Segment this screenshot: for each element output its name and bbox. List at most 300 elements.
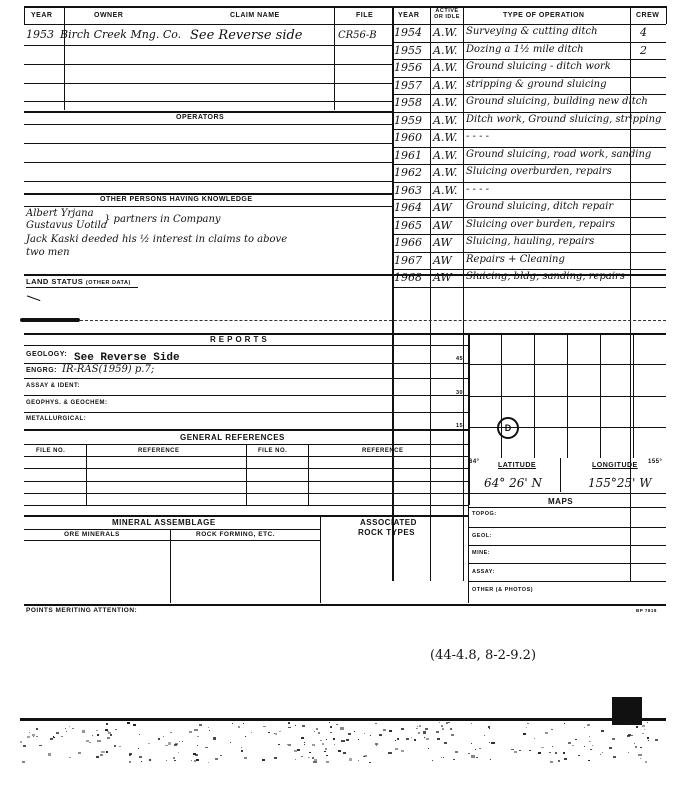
scan-speck	[609, 747, 612, 749]
operation-year: 1955	[394, 43, 422, 57]
scan-speck	[241, 747, 242, 748]
scan-speck	[166, 760, 168, 761]
scan-speck	[148, 743, 150, 744]
scan-speck	[312, 744, 315, 746]
scan-speck	[78, 752, 81, 754]
operation-status: AW	[433, 218, 452, 232]
scan-speck	[545, 732, 548, 734]
scan-speck	[442, 728, 445, 730]
scan-speck	[411, 737, 412, 738]
scan-speck	[550, 761, 553, 763]
scan-speck	[376, 745, 377, 746]
operation-status: A.W.	[433, 61, 458, 74]
scan-speck	[558, 760, 560, 761]
scan-speck	[348, 733, 351, 735]
scan-speck	[194, 729, 197, 731]
scan-speck	[294, 750, 297, 752]
scan-speck	[363, 756, 365, 757]
scan-speck	[213, 737, 216, 739]
scan-speck	[379, 734, 382, 736]
owner-file: CR56-B	[338, 30, 377, 41]
geology-value: See Reverse Side	[74, 352, 180, 364]
form-number: BP 7818	[636, 608, 657, 613]
scan-speck	[304, 744, 305, 745]
scan-speck	[287, 744, 289, 745]
scan-speck	[551, 729, 553, 730]
scan-speck	[636, 726, 638, 728]
operation-type: Surveying & cutting ditch	[466, 26, 598, 37]
land-status-title: LAND STATUS	[26, 277, 84, 286]
scan-speck	[439, 722, 440, 723]
scan-speck	[538, 752, 541, 754]
lat-corner: 64°	[469, 459, 480, 465]
latitude-value: 64° 26' N	[484, 476, 542, 490]
scan-speck	[645, 761, 647, 762]
scan-speck	[519, 750, 521, 751]
scan-speck	[295, 759, 296, 760]
scan-speck	[443, 757, 445, 758]
scan-speck	[314, 759, 317, 761]
associated-label: ASSOCIATED	[360, 518, 417, 527]
scan-speck	[613, 756, 616, 758]
scale-45: 45	[456, 356, 464, 362]
scan-speck	[141, 761, 143, 762]
other-person-2: Gustavus Uotila	[26, 220, 107, 231]
scan-speck	[401, 750, 403, 752]
scan-speck	[127, 722, 130, 724]
scan-speck	[471, 743, 472, 744]
scan-speck	[309, 752, 311, 753]
land-status-subtitle: (OTHER DATA)	[85, 280, 131, 286]
operation-year: 1966	[394, 236, 422, 249]
operation-year: 1965	[394, 218, 422, 232]
col-active-idle-header: ACTIVE OR IDLE	[434, 8, 460, 20]
scan-speck	[655, 739, 658, 741]
scan-speck	[66, 731, 67, 732]
scan-speck	[417, 726, 418, 727]
operation-status: A.W.	[433, 148, 458, 162]
engrg-value: IR-RAS(1959) p.7;	[62, 364, 155, 375]
scan-speck	[115, 729, 117, 730]
other-person-3: Jack Kaski deeded his ½ interest in claims to above	[26, 234, 288, 245]
operation-type: - - - -	[466, 183, 490, 195]
ref-file-no2-header: FILE NO.	[258, 448, 288, 454]
operation-year: 1959	[394, 113, 422, 127]
scan-speck	[343, 752, 345, 754]
operation-year: 1958	[394, 96, 422, 109]
bottom-rule	[20, 718, 666, 721]
operation-status: A.W.	[433, 113, 458, 127]
scan-speck	[644, 729, 645, 730]
maps-title: MAPS	[548, 497, 574, 506]
ref-file-no-header: FILE NO.	[36, 448, 66, 454]
scan-speck	[96, 730, 98, 731]
operation-status: AW	[433, 253, 452, 267]
operation-type: Sluicing, bldg, sanding, repairs	[466, 271, 625, 282]
scan-speck	[158, 738, 161, 740]
scan-speck	[251, 732, 253, 733]
mineral-assemblage-title: MINERAL ASSEMBLAGE	[112, 518, 216, 527]
scan-speck	[436, 731, 439, 733]
scan-speck	[322, 743, 325, 745]
scan-speck	[640, 747, 642, 749]
scan-speck	[107, 737, 110, 739]
scan-speck	[601, 730, 604, 732]
scan-speck	[489, 728, 490, 729]
scan-speck	[395, 740, 396, 741]
operation-crew: 4	[640, 26, 647, 39]
land-status-label	[26, 277, 131, 286]
claim-name: See Reverse side	[190, 28, 303, 43]
scan-speck	[354, 731, 355, 732]
scan-speck	[205, 747, 207, 749]
scan-speck	[336, 724, 338, 725]
scan-speck	[326, 755, 328, 757]
scan-speck	[534, 738, 535, 739]
scan-speck	[243, 723, 245, 724]
general-references-title: GENERAL REFERENCES	[180, 433, 285, 442]
scan-speck	[628, 722, 630, 723]
scan-speck	[139, 734, 140, 735]
scan-speck	[314, 731, 316, 732]
maps-geol: GEOL:	[472, 533, 492, 539]
longitude-value: 155°25' W	[588, 476, 652, 490]
maps-other: OTHER (& PHOTOS)	[472, 587, 534, 593]
scan-speck	[197, 736, 199, 737]
scan-speck	[168, 742, 171, 744]
scan-speck	[50, 738, 53, 740]
points-meriting-label: POINTS MERITING ATTENTION:	[26, 607, 138, 614]
scan-speck	[189, 731, 192, 733]
scan-speck	[165, 745, 168, 747]
owner-year: 1953	[26, 28, 54, 41]
scan-speck	[194, 760, 196, 761]
ref-reference-header: REFERENCE	[138, 448, 180, 454]
operation-year: 1954	[394, 26, 422, 39]
scan-speck	[288, 727, 290, 729]
scan-speck	[320, 740, 322, 741]
operation-year: 1968	[394, 271, 422, 284]
scan-speck	[288, 722, 290, 724]
scan-speck	[268, 732, 270, 733]
scan-speck	[262, 759, 265, 761]
scan-speck	[220, 755, 222, 757]
scan-speck	[86, 740, 89, 742]
operation-type: Ground sluicing, ditch repair	[466, 201, 614, 212]
operation-year: 1967	[394, 253, 422, 267]
col-owner-header: OWNER	[94, 12, 124, 19]
scan-speck	[195, 754, 198, 756]
scan-speck	[20, 741, 22, 743]
scan-speck	[69, 726, 70, 727]
ref-reference2-header: REFERENCE	[362, 448, 404, 454]
scan-speck	[648, 740, 649, 741]
scan-speck	[358, 739, 359, 740]
scan-speck	[453, 759, 454, 760]
scan-speck	[588, 760, 590, 761]
scan-speck	[455, 751, 458, 753]
scan-speck	[245, 736, 246, 737]
scan-speck	[479, 748, 481, 749]
scan-speck	[313, 761, 316, 763]
scan-speck	[446, 722, 448, 724]
longitude-label: LONGITUDE	[592, 462, 638, 469]
scan-speck	[383, 729, 386, 731]
scan-speck	[578, 755, 580, 756]
scan-speck	[428, 748, 429, 749]
scan-speck	[589, 736, 591, 737]
scan-speck	[552, 746, 553, 747]
scan-speck	[647, 737, 650, 739]
scan-speck	[589, 741, 591, 742]
operation-type: Ground sluicing, road work, sanding	[466, 148, 652, 160]
scan-speck	[208, 727, 209, 728]
rock-types-label: ROCK TYPES	[358, 528, 416, 537]
scan-speck	[401, 728, 404, 730]
scan-speck	[364, 733, 366, 734]
scan-speck	[635, 746, 637, 747]
scan-speck	[612, 738, 615, 740]
assay-label: ASSAY & IDENT:	[26, 383, 81, 389]
scan-speck	[114, 745, 116, 747]
operation-status: AW	[433, 201, 452, 214]
rock-forming-header: ROCK FORMING, ETC.	[196, 531, 276, 538]
grid-line	[468, 364, 666, 365]
scan-speck	[97, 734, 99, 735]
scan-speck	[638, 754, 641, 756]
scan-speck	[468, 753, 470, 755]
scan-speck	[563, 752, 565, 754]
scan-speck	[333, 738, 335, 740]
scan-speck	[318, 732, 321, 734]
geology-label: GEOLOGY:	[26, 351, 68, 358]
scan-speck	[549, 752, 551, 754]
scan-speck	[511, 749, 513, 751]
scan-speck	[526, 727, 527, 728]
scan-speck	[139, 756, 141, 758]
scan-speck	[69, 757, 70, 758]
scan-speck	[326, 761, 329, 763]
scan-speck	[340, 727, 343, 729]
scan-speck	[346, 739, 349, 741]
scan-speck	[358, 760, 359, 761]
scan-speck	[441, 725, 443, 727]
scan-speck	[101, 751, 104, 753]
operation-year: 1964	[394, 201, 422, 214]
operation-type: Sluicing over burden, repairs	[466, 218, 615, 230]
scan-speck	[138, 748, 140, 749]
operation-type: stripping & ground sluicing	[466, 78, 607, 90]
scan-speck	[527, 723, 529, 725]
scan-speck	[448, 722, 450, 723]
scan-speck	[53, 736, 55, 737]
scan-speck	[441, 757, 443, 758]
scan-speck	[182, 741, 183, 742]
operation-status: A.W.	[433, 96, 458, 109]
scan-speck	[106, 751, 108, 753]
scan-speck	[215, 758, 217, 760]
scan-speck	[490, 759, 491, 760]
scan-speck	[529, 750, 530, 751]
scan-speck	[241, 750, 243, 752]
scan-speck	[349, 758, 352, 760]
col-claim-name-header: CLAIM NAME	[230, 12, 280, 19]
scan-speck	[56, 732, 58, 734]
scan-speck	[97, 740, 100, 742]
scan-speck	[29, 732, 30, 733]
scan-speck	[423, 731, 426, 733]
scan-speck	[375, 743, 378, 745]
grid-line	[468, 396, 666, 397]
scan-speck	[575, 739, 577, 740]
geophys-label: GEOPHYS. & GEOCHEM:	[26, 400, 108, 406]
scan-speck	[278, 744, 280, 745]
scan-speck	[174, 744, 177, 746]
scan-speck	[27, 736, 30, 738]
scan-speck	[432, 760, 433, 761]
operation-status: AW	[433, 236, 452, 249]
scan-speck	[36, 728, 39, 730]
scan-speck	[572, 745, 574, 746]
owner-name: Birch Creek Mng. Co.	[60, 28, 182, 41]
scan-speck	[541, 747, 543, 749]
scan-speck	[36, 736, 38, 738]
operation-status: A.W.	[433, 166, 458, 179]
scan-speck	[301, 756, 303, 757]
scan-speck	[301, 737, 303, 739]
scan-speck	[555, 752, 558, 754]
scan-speck	[288, 744, 291, 746]
scan-speck	[444, 742, 447, 744]
coordinate-note: (44-4.8, 8-2-9.2)	[430, 648, 537, 663]
scan-speck	[600, 754, 601, 755]
scan-speck	[100, 754, 103, 756]
scan-speck	[65, 728, 66, 729]
col-type-operation-header: TYPE OF OPERATION	[503, 12, 585, 19]
operation-type: Sluicing overburden, repairs	[466, 166, 612, 177]
scan-speck	[370, 735, 371, 736]
scan-speck	[325, 748, 327, 750]
operation-status: A.W.	[433, 43, 458, 57]
scan-speck	[592, 745, 593, 746]
scan-speck	[642, 725, 645, 727]
scan-speck	[238, 726, 241, 728]
scan-speck	[274, 757, 277, 759]
col-file-header: FILE	[356, 12, 374, 19]
scan-speck	[23, 745, 26, 747]
operation-status: AW	[433, 271, 452, 284]
col-year-header: YEAR	[31, 12, 53, 19]
col-year2-header: YEAR	[398, 12, 420, 19]
scan-speck	[414, 739, 416, 741]
scan-speck	[523, 733, 526, 735]
operation-type: Sluicing, hauling, repairs	[466, 236, 595, 247]
scan-speck	[590, 749, 592, 750]
scan-speck	[324, 751, 326, 752]
scan-speck	[437, 738, 440, 740]
operation-status: A.W.	[433, 78, 458, 92]
scan-speck	[326, 739, 327, 740]
scan-speck	[330, 732, 332, 733]
scan-speck	[341, 740, 344, 742]
scan-speck	[230, 742, 231, 743]
scan-speck	[627, 735, 630, 737]
scan-speck	[106, 723, 109, 725]
scan-speck	[82, 730, 85, 732]
scale-30: 30	[456, 390, 464, 396]
scan-speck	[484, 735, 485, 736]
scan-speck	[119, 746, 120, 747]
scan-speck	[232, 723, 233, 724]
scan-speck	[338, 750, 341, 752]
scan-speck	[426, 738, 429, 740]
scan-speck	[375, 723, 377, 724]
scan-speck	[244, 757, 247, 759]
scan-speck	[451, 734, 454, 736]
scan-speck	[208, 762, 209, 763]
scan-speck	[425, 728, 428, 730]
scan-speck	[133, 724, 136, 726]
scan-speck	[388, 752, 391, 754]
other-persons-label: OTHER PERSONS HAVING KNOWLEDGE	[100, 196, 253, 203]
operators-label: OPERATORS	[176, 114, 225, 121]
scan-speck	[48, 753, 51, 755]
scan-speck	[129, 761, 131, 762]
operation-year: 1956	[394, 61, 422, 74]
scan-speck	[304, 742, 305, 743]
scan-speck	[584, 727, 585, 728]
scan-speck	[316, 728, 318, 730]
scan-speck	[395, 748, 397, 750]
scan-speck	[72, 728, 73, 729]
scan-speck	[163, 736, 164, 737]
operation-year: 1957	[394, 78, 422, 92]
engrg-label: ENGRG:	[26, 367, 57, 374]
scan-speck	[330, 726, 332, 728]
scan-speck	[196, 759, 199, 761]
scan-speck	[514, 751, 517, 753]
scan-speck	[61, 736, 63, 737]
scan-speck	[334, 744, 335, 745]
scan-speck	[308, 757, 310, 758]
scan-speck	[631, 735, 633, 736]
scan-speck	[92, 735, 93, 736]
scan-speck	[634, 743, 635, 744]
scan-speck	[170, 732, 172, 733]
scan-speck	[263, 726, 265, 728]
scan-speck	[279, 731, 281, 732]
operation-type: Repairs + Cleaning	[466, 253, 565, 265]
maps-mine: MINE:	[472, 550, 491, 556]
scan-speck	[197, 745, 198, 746]
scan-speck	[416, 728, 417, 729]
scan-speck	[642, 733, 643, 734]
scan-speck	[129, 753, 132, 755]
scan-speck	[22, 761, 25, 763]
operation-type: Ground sluicing, building new ditch	[466, 96, 648, 107]
scan-speck	[476, 757, 478, 758]
scan-speck	[602, 752, 603, 753]
operation-year: 1963	[394, 183, 422, 197]
scan-speck	[471, 755, 474, 757]
scan-speck	[418, 732, 420, 733]
scan-speck	[419, 725, 421, 726]
scan-speck	[199, 724, 202, 726]
scan-speck	[329, 722, 330, 723]
scan-speck	[179, 741, 180, 742]
scan-speck	[568, 742, 571, 744]
scan-speck	[450, 728, 452, 730]
